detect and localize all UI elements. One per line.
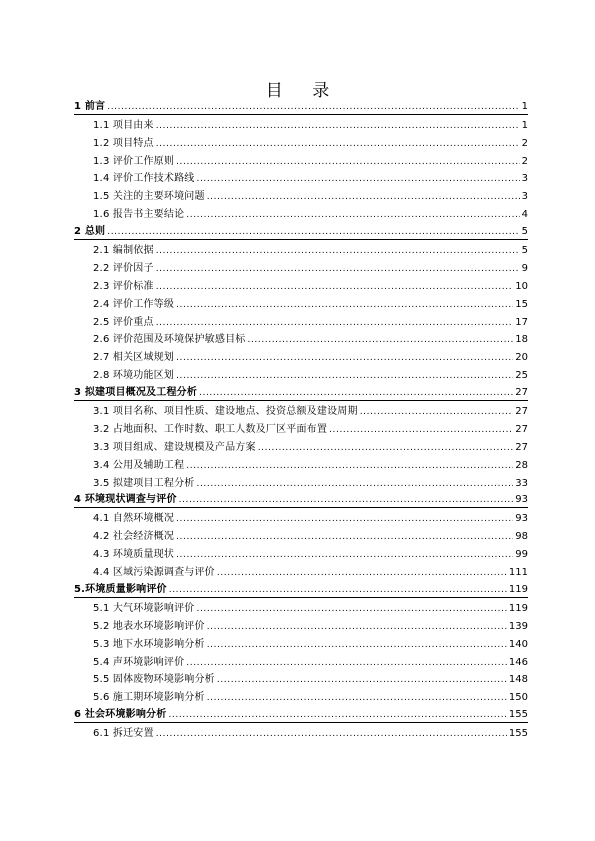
toc-section-row[interactable] [74,365,528,383]
toc-section-row[interactable] [74,526,528,544]
toc-section-row[interactable] [74,687,528,705]
toc-dot-leader [207,191,520,203]
toc-section-row[interactable] [74,508,528,526]
toc-entry-label: 2.4 评价工作等级 [93,298,175,310]
toc-section-row[interactable] [74,133,528,151]
toc-page-number: 5 [521,245,528,257]
toc-dot-leader [207,621,507,633]
toc-page-number: 99 [515,549,528,561]
toc-page-number: 155 [508,709,528,721]
toc-entry-label: 5.5 固体废物环境影响分析 [93,674,215,686]
toc-entry-label: 2.5 评价重点 [93,316,154,328]
toc-page-number: 9 [521,262,528,274]
toc-section-row[interactable] [74,437,528,455]
toc-entry-label: 2.1 编制依据 [93,245,154,257]
toc-entry-label: 6 社会环境影响分析 [74,709,167,721]
toc-page-number: 111 [508,567,528,579]
toc-dot-leader [186,657,507,669]
toc-dot-leader [156,263,520,275]
toc-chapter-row[interactable] [74,383,528,401]
toc-dot-leader [156,138,520,150]
toc-dot-leader [156,245,520,257]
toc-chapter-row[interactable] [74,705,528,723]
toc-dot-leader [156,317,514,329]
toc-page-number: 146 [508,656,528,668]
toc-page-number: 4 [521,209,528,221]
toc-entry-label: 1 前言 [74,100,106,112]
toc-entry-label: 3.2 占地面积、工作时数、职工人数及厂区平面布置 [93,423,328,435]
toc-entry-label: 4.3 环境质量现状 [93,549,175,561]
toc-chapter-row[interactable] [74,222,528,240]
toc-page-number: 93 [515,494,528,506]
toc-section-row[interactable] [74,670,528,688]
toc-entry-label: 4 环境现状调查与评价 [74,494,177,506]
toc-page-number: 119 [508,602,528,614]
toc-entry-label: 3.3 项目组成、建设规模及产品方案 [93,441,256,453]
toc-section-row[interactable] [74,276,528,294]
toc-entry-label: 1.1 项目由来 [93,119,154,131]
toc-page-number: 27 [515,441,528,453]
toc-page-number: 150 [508,692,528,704]
toc-section-row[interactable] [74,312,528,330]
toc-page-number: 3 [521,191,528,203]
toc-section-row[interactable] [74,598,528,616]
toc-page-number: 93 [515,513,528,525]
toc-page-number: 27 [515,406,528,418]
toc-dot-leader [168,709,506,721]
toc-page-number: 119 [508,583,528,595]
toc-dot-leader [186,209,519,221]
toc-chapter-row[interactable] [74,491,528,509]
toc-page-number: 2 [521,155,528,167]
toc-section-row[interactable] [74,562,528,580]
table-of-contents [74,97,528,741]
toc-entry-label: 4.1 自然环境概况 [93,513,175,525]
toc-page-number: 98 [515,531,528,543]
toc-section-row[interactable] [74,723,528,741]
toc-section-row[interactable] [74,294,528,312]
toc-dot-leader [176,370,513,382]
toc-section-row[interactable] [74,455,528,473]
toc-page-number: 27 [515,387,528,399]
toc-entry-label: 5.4 声环境影响评价 [93,656,185,668]
toc-dot-leader [176,513,513,525]
toc-entry-label: 3.1 项目名称、项目性质、建设地点、投资总额及建设周期 [93,406,358,418]
toc-section-row[interactable] [74,169,528,187]
toc-page-number: 28 [515,459,528,471]
toc-section-row[interactable] [74,401,528,419]
toc-dot-leader [176,549,513,561]
toc-dot-leader [217,567,507,579]
toc-section-row[interactable] [74,330,528,348]
toc-entry-label: 1.5 关注的主要环境问题 [93,191,205,203]
toc-dot-leader [199,387,513,399]
toc-entry-label: 2.8 环境功能区划 [93,370,175,382]
toc-page-number: 5 [521,226,528,238]
toc-page-number: 1 [521,100,528,112]
toc-page-number: 1 [521,119,528,131]
toc-page-number: 18 [515,334,528,346]
toc-dot-leader [186,460,513,472]
toc-entry-label: 5.环境质量影响评价 [74,583,167,595]
toc-dot-leader [107,101,519,113]
toc-section-row[interactable] [74,419,528,437]
toc-dot-leader [169,584,507,596]
toc-chapter-row[interactable] [74,97,528,115]
toc-dot-leader [207,692,507,704]
toc-page-number: 10 [515,280,528,292]
toc-page-number: 33 [515,477,528,489]
toc-entry-label: 1.4 评价工作技术路线 [93,173,195,185]
toc-page-number: 3 [521,173,528,185]
toc-dot-leader [176,299,513,311]
toc-section-row[interactable] [74,151,528,169]
toc-dot-leader [196,478,513,490]
toc-dot-leader [156,281,514,293]
toc-section-row[interactable] [74,240,528,258]
toc-page-number: 20 [515,352,528,364]
toc-dot-leader [258,442,514,454]
toc-section-row[interactable] [74,347,528,365]
toc-entry-label: 3.5 拟建项目工程分析 [93,477,195,489]
toc-entry-label: 4.4 区域污染源调查与评价 [93,567,215,579]
toc-dot-leader [360,406,514,418]
toc-entry-label: 2.3 评价标准 [93,280,154,292]
toc-entry-label: 2.2 评价因子 [93,262,154,274]
toc-entry-label: 5.3 地下水环境影响分析 [93,638,205,650]
toc-section-row[interactable] [74,634,528,652]
toc-section-row[interactable] [74,473,528,491]
toc-page-number: 17 [515,316,528,328]
toc-page-number: 27 [515,423,528,435]
toc-entry-label: 2 总则 [74,226,106,238]
toc-page-number: 139 [508,620,528,632]
toc-section-row[interactable] [74,258,528,276]
toc-section-row[interactable] [74,616,528,634]
toc-dot-leader [329,424,513,436]
toc-section-row[interactable] [74,115,528,133]
toc-page-number: 2 [521,137,528,149]
toc-entry-label: 1.6 报告书主要结论 [93,209,185,221]
toc-section-row[interactable] [74,186,528,204]
toc-entry-label: 1.2 项目特点 [93,137,154,149]
toc-entry-label: 3 拟建项目概况及工程分析 [74,387,198,399]
toc-dot-leader [176,156,520,168]
toc-chapter-row[interactable] [74,580,528,598]
toc-dot-leader [176,531,513,543]
toc-entry-label: 2.6 评价范围及环境保护敏感目标 [93,334,246,346]
toc-dot-leader [176,352,513,364]
toc-dot-leader [207,639,507,651]
toc-entry-label: 5.2 地表水环境影响评价 [93,620,205,632]
toc-page-number: 155 [508,728,528,740]
toc-entry-label: 2.7 相关区域规划 [93,352,175,364]
toc-entry-label: 6.1 拆迁安置 [93,728,154,740]
toc-dot-leader [156,728,507,740]
toc-dot-leader [217,674,507,686]
toc-dot-leader [247,334,513,346]
toc-dot-leader [107,226,519,238]
toc-entry-label: 3.4 公用及辅助工程 [93,459,185,471]
toc-dot-leader [196,173,519,185]
page-title: 目 录 [265,81,342,101]
toc-dot-leader [179,494,514,506]
toc-page-number: 15 [515,298,528,310]
toc-dot-leader [196,603,506,615]
toc-dot-leader [156,120,520,132]
toc-page-number: 25 [515,370,528,382]
toc-section-row[interactable] [74,544,528,562]
toc-section-row[interactable] [74,204,528,222]
toc-entry-label: 4.2 社会经济概况 [93,531,175,543]
toc-section-row[interactable] [74,652,528,670]
toc-entry-label: 5.6 施工期环境影响分析 [93,692,205,704]
toc-entry-label: 1.3 评价工作原则 [93,155,175,167]
toc-page-number: 148 [508,674,528,686]
toc-page-number: 140 [508,638,528,650]
toc-entry-label: 5.1 大气环境影响评价 [93,602,195,614]
